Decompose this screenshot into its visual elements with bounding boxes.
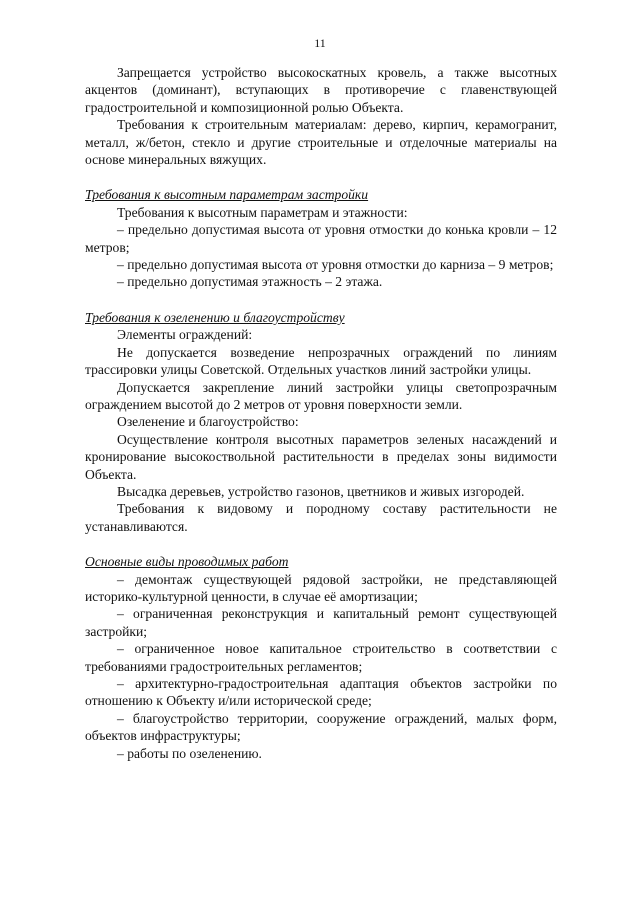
landscape-paragraph-3: Требования к видовому и породному составу растительности не устанавливаются. [85,501,557,534]
height-item-3: – предельно допустимая этажность – 2 этажа. [117,274,383,290]
works-section-title: Основные виды проводимых работ [85,554,289,570]
works-item-6: – работы по озеленению. [117,745,262,761]
intro-paragraph-2: Требования к строительным материалам: дерево, кирпич, керамогранит, металл, ж/бетон, стекло и другие строительные и отделочные материалы на основе минеральных вяжущих. [85,117,557,168]
works-item-3: – ограниченное новое капитальное строительство в соответствии с требованиями градостроительных регламентов; [85,641,557,674]
works-item-5: – благоустройство территории, сооружение ограждений, малых форм, объектов инфраструктуры; [85,710,557,744]
height-section-title: Требования к высотным параметрам застройки [85,187,369,203]
fences-heading: Элементы ограждений: [117,327,253,343]
height-item-1: – предельно допустимая высота от уровня отмостки до конька кровли – 12 метров; [85,222,557,255]
intro-paragraph-1: Запрещается устройство высокоскатных кровель, а также высотных акцентов (доминант), вступающих в противоречие с главенствующей градостроительной и композиционной ролью Объекта. [85,65,557,115]
works-item-1: – демонтаж существующей рядовой застройки, не представляющей историко-культурной ценности, в случае её амортизации; [85,571,557,604]
fences-paragraph-1: Не допускается возведение непрозрачных ограждений по линиям трассировки улицы Советской. Отдельных участков линий застройки улицы. [85,344,557,378]
works-item-4: – архитектурно-градостроительная адаптация объектов застройки по отношению к Объекту и/или исторической среде; [85,676,557,709]
page-number: 11 [314,36,326,50]
fences-paragraph-2: Допускается закрепление линий застройки улицы светопрозрачным ограждением высотой до 2 метров от уровня поверхности земли. [85,379,557,412]
height-section-lead: Требования к высотным параметрам и этажности: [117,204,408,220]
landscape-heading: Озеленение и благоустройство: [117,414,299,430]
green-section-title: Требования к озеленению и благоустройству [85,309,345,325]
works-item-2: – ограниченная реконструкция и капитальный ремонт существующей застройки; [85,606,557,639]
landscape-paragraph-1: Осуществление контроля высотных параметров зеленых насаждений и кронирование высокоствольной растительности в пределах зоны видимости Объекта. [85,431,557,482]
document-body [85,64,557,762]
height-item-2: – предельно допустимая высота от уровня отмостки до карниза – 9 метров; [117,257,554,273]
landscape-paragraph-2: Высадка деревьев, устройство газонов, цветников и живых изгородей. [117,483,525,499]
